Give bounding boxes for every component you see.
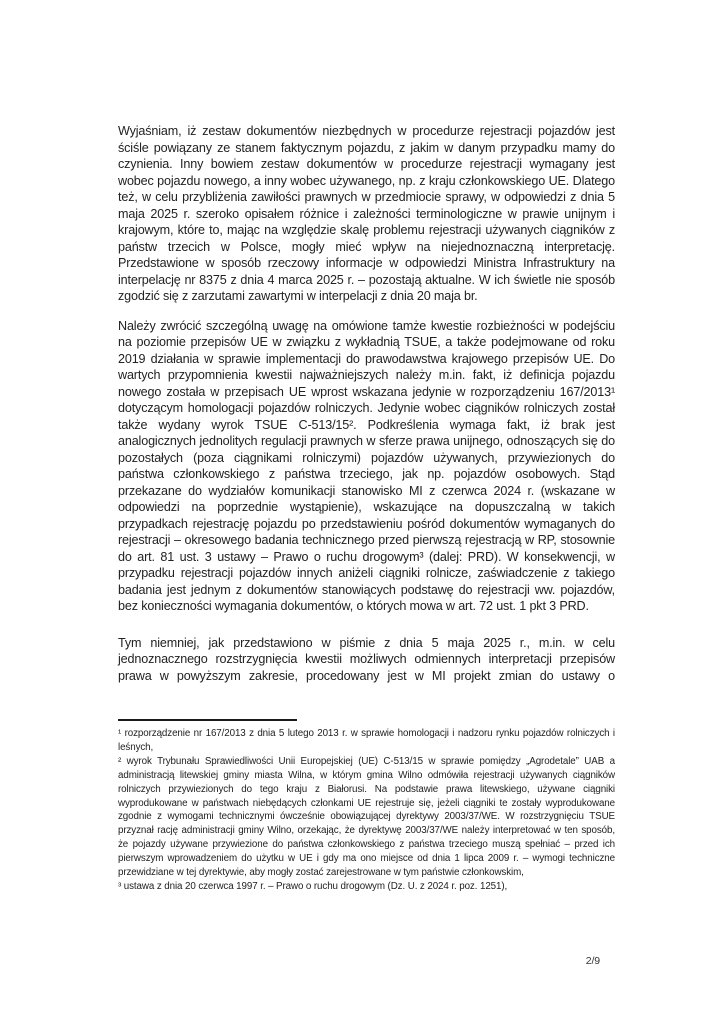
footnote-1: ¹ rozporządzenie nr 167/2013 z dnia 5 lutego 2013 r. w sprawie homologacji i nadzoru rynku pojazdów rolniczych i leśnych, xyxy=(118,728,615,753)
document-body xyxy=(118,123,615,697)
footnotes-section xyxy=(118,727,615,894)
footnote-3: ³ ustawa z dnia 20 czerwca 1997 r. – Prawo o ruchu drogowym (Dz. U. z 2024 r. poz. 1251), xyxy=(118,880,508,892)
page-number: 2/9 xyxy=(585,955,600,967)
body-paragraph-2: Należy zwrócić szczególną uwagę na omówione tamże kwestie rozbieżności w podejściu na poziomie przepisów UE w związku z wykładnią TSUE, a także podejmowane od roku 2019 działania w sprawie implementacji do prawodawstwa krajowego przepisów UE. Do wartych przypomnienia kwestii najważniejszych należy m.in. fakt, iż definicja pojazdu nowego została w przepisach UE wprost wskazana jedynie w rozporządzeniu 167/2013¹ dotyczącym homologacji pojazdów rolniczych. Jedynie wobec ciągników rolniczych został także wydany wyrok TSUE C-513/15². Podkreślenia wymaga fakt, iż brak jest analogicznych jednolitych regulacji prawnych w sferze prawa unijnego, odnoszących się do pozostałych (poza ciągnikami rolniczymi) pojazdów używanych, przywiezionych do państwa członkowskiego z państwa trzeciego, jak np. pojazdów osobowych. Stąd przekazane do wydziałów komunikacji stanowisko MI z czerwca 2024 r. (wskazane w odpowiedzi na poprzednie wystąpienie), wskazujące na dopuszczalną w takich przypadkach rejestrację pojazdu po przedstawieniu pośród dokumentów wymaganych do rejestracji – okresowego badania technicznego przed pierwszą rejestracją w RP, stosownie do art. 81 ust. 3 ustawy – Prawo o ruchu drogowym³ (dalej: PRD). W konsekwencji, w przypadku rejestracji pojazdów innych aniżeli ciągniki rolnicze, zaświadczenie z takiego badania jest jednym z dokumentów stanowiących podstawę do rejestracji ww. pojazdów, bez konieczności wymagania dokumentów, o których mowa w art. 72 ust. 1 pkt 3 PRD. xyxy=(118,318,615,613)
body-paragraph-1: Wyjaśniam, iż zestaw dokumentów niezbędnych w procedurze rejestracji pojazdów jest ściśle powiązany ze stanem faktycznym pojazdu, z jakim w danym przypadku mamy do czynienia. Inny bowiem zestaw dokumentów w procedurze rejestracji wymagany jest wobec pojazdu nowego, a inny wobec używanego, np. z kraju członkowskiego UE. Dlatego też, w celu przybliżenia zawiłości prawnych w przedmiocie sprawy, w odpowiedzi z dnia 5 maja 2025 r. szeroko opisałem różnice i zależności terminologiczne w prawie unijnym i krajowym, które to, mając na względzie skalę problemu rejestracji używanych ciągników z państw trzecich w Polsce, mogły mieć wpływ na niejednoznaczną interpretację. Przedstawione w sposób rzeczowy informacje w odpowiedzi Ministra Infrastruktury na interpelację nr 8375 z dnia 4 marca 2025 r. – pozostają aktualne. W ich świetle nie sposób zgodzić się z zarzutami zawartymi w interpelacji z dnia 20 maja br. xyxy=(118,124,615,303)
footnote-2: ² wyrok Trybunału Sprawiedliwości Unii Europejskiej (UE) C-513/15 w sprawie pomiędzy „Agrodetale” UAB a administracją litewskiej gminy miasta Wilna, w którym gmina Wilno odmówiła rejestracji używanych ciągników rolniczych przywiezionych do tego kraju z Białorusi. Na podstawie prawa litewskiego, używane ciągniki wyprodukowane w państwach niebędących członkami UE rejestruje się, jeżeli ciągniki te zostały wyprodukowane zgodnie z wymogami technicznymi ówcześnie obowiązującej dyrektywy 2003/37/WE. W rozstrzygnięciu TSUE przyznał rację administracji gminy Wilno, orzekając, że dyrektywę 2003/37/WE należy interpretować w ten sposób, że pojazdy używane przywiezione do państwa członkowskiego z państwa trzeciego muszą spełniać – przed ich pierwszym wprowadzeniem do użytku w UE i gdy ma ono miejsce od dnia 1 lipca 2009 r. – wymogi techniczne przewidziane w tej dyrektywie, aby mogły zostać zarejestrowane w tym państwie członkowskim, xyxy=(118,755,615,879)
footnote-separator-rule xyxy=(118,719,297,721)
body-paragraph-3: Tym niemniej, jak przedstawiono w piśmie z dnia 5 maja 2025 r., m.in. w celu jednoznacznego rozstrzygnięcia kwestii możliwych odmiennych interpretacji przepisów prawa w powyższym zakresie, procedowany jest w MI projekt zmian do ustawy o xyxy=(118,635,615,683)
